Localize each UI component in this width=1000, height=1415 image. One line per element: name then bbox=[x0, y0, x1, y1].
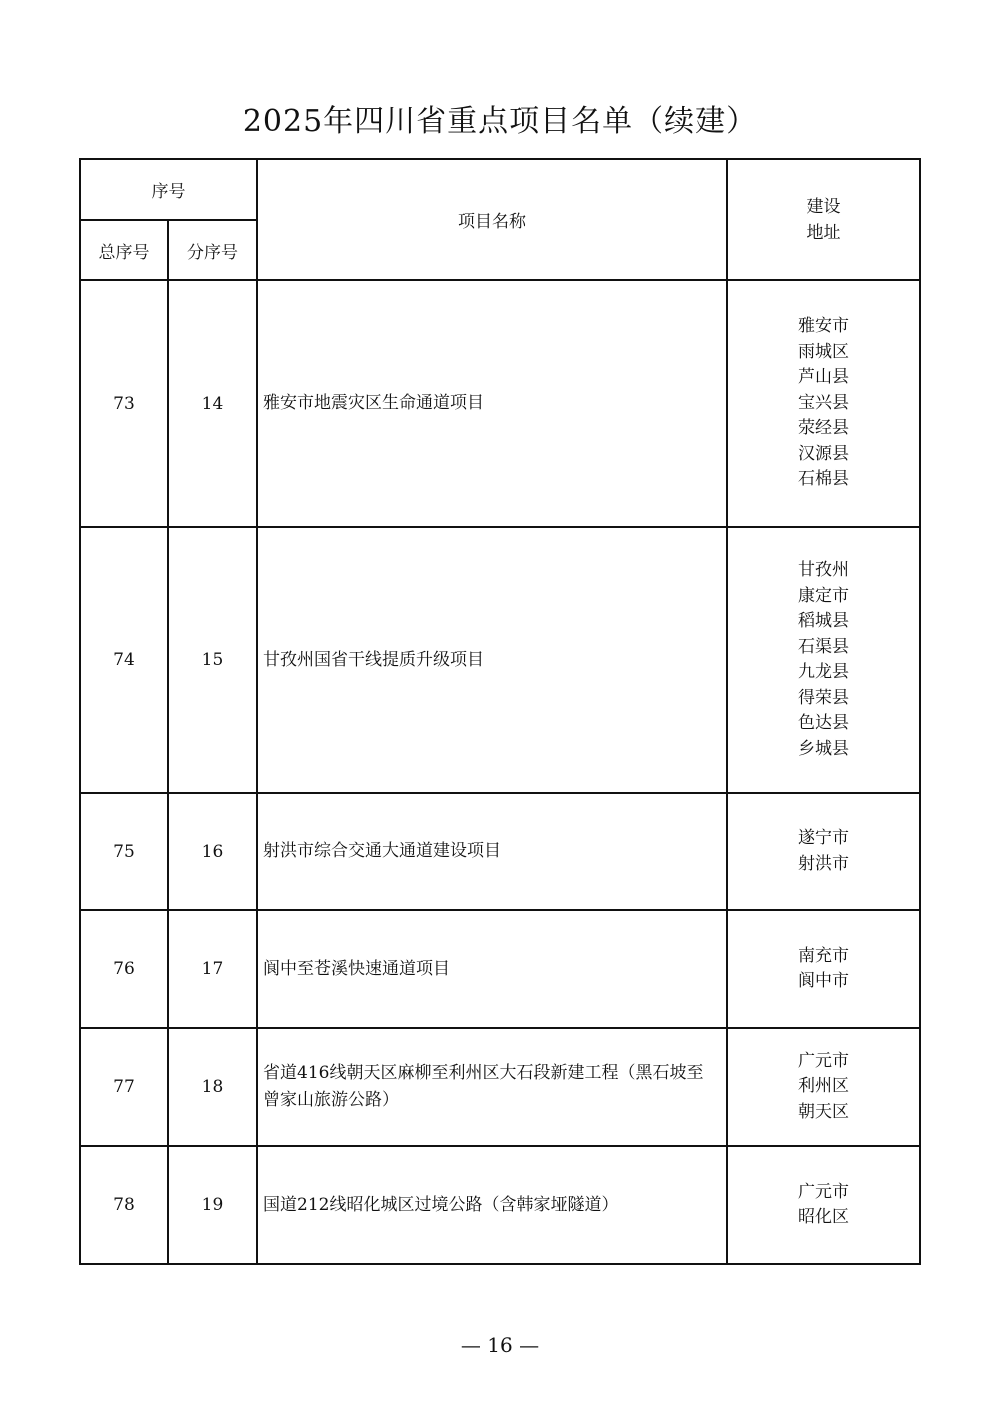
project-name-cell: 国道212线昭化城区过境公路（含韩家垭隧道） bbox=[257, 1146, 727, 1264]
sub-seq-cell: 14 bbox=[168, 280, 257, 527]
total-seq-cell: 77 bbox=[80, 1028, 168, 1146]
address-line: 射洪市 bbox=[798, 853, 849, 874]
address-line: 得荣县 bbox=[798, 687, 849, 708]
table-body bbox=[80, 280, 920, 1264]
sub-seq-cell: 18 bbox=[168, 1028, 257, 1146]
address-line: 雅安市 bbox=[798, 316, 849, 337]
address-line: 宝兴县 bbox=[798, 392, 849, 413]
header-sub-seq: 分序号 bbox=[168, 220, 257, 280]
project-name-cell: 甘孜州国省干线提质升级项目 bbox=[257, 527, 727, 793]
address-line: 乡城县 bbox=[798, 738, 849, 759]
sub-seq-cell: 19 bbox=[168, 1146, 257, 1264]
address-line: 广元市 bbox=[798, 1050, 849, 1071]
address-line: 阆中市 bbox=[798, 971, 849, 991]
total-seq-cell: 78 bbox=[80, 1146, 168, 1264]
address-line: 利州区 bbox=[798, 1076, 849, 1097]
project-name-cell: 省道416线朝天区麻柳至利州区大石段新建工程（黑石坡至曾家山旅游公路） bbox=[257, 1028, 727, 1146]
address-cell bbox=[727, 1146, 920, 1264]
project-name-cell: 阆中至苍溪快速通道项目 bbox=[257, 910, 727, 1028]
address-line: 石渠县 bbox=[798, 636, 849, 657]
table-row bbox=[80, 910, 920, 1028]
address-line: 广元市 bbox=[798, 1181, 849, 1202]
header-address-line2: 地址 bbox=[806, 222, 841, 243]
page-title: 2025年四川省重点项目名单（续建） bbox=[242, 104, 758, 139]
sub-seq-cell: 15 bbox=[168, 527, 257, 793]
address-line: 朝天区 bbox=[798, 1101, 849, 1122]
address-cell bbox=[727, 527, 920, 793]
project-name-cell: 雅安市地震灾区生命通道项目 bbox=[257, 280, 727, 527]
header-address-line1: 建设 bbox=[806, 196, 841, 217]
total-seq-cell: 73 bbox=[80, 280, 168, 527]
table-row bbox=[80, 280, 920, 527]
table-row bbox=[80, 1028, 920, 1146]
project-table bbox=[79, 158, 921, 1265]
address-line: 遂宁市 bbox=[798, 828, 849, 848]
address-line: 稻城县 bbox=[798, 611, 849, 631]
address-line: 汉源县 bbox=[798, 443, 849, 464]
total-seq-cell: 74 bbox=[80, 527, 168, 793]
address-cell bbox=[727, 910, 920, 1028]
header-seq-group: 序号 bbox=[80, 159, 257, 220]
address-line: 雨城区 bbox=[798, 341, 849, 362]
header-address bbox=[727, 159, 920, 280]
project-name-cell: 射洪市综合交通大通道建设项目 bbox=[257, 793, 727, 910]
header-project-name: 项目名称 bbox=[257, 159, 727, 280]
table-row bbox=[80, 1146, 920, 1264]
address-cell bbox=[727, 1028, 920, 1146]
address-line: 康定市 bbox=[798, 585, 849, 606]
address-line: 南充市 bbox=[798, 945, 849, 966]
address-line: 芦山县 bbox=[798, 367, 849, 388]
header-row-1 bbox=[80, 159, 920, 220]
sub-seq-cell: 16 bbox=[168, 793, 257, 910]
address-line: 甘孜州 bbox=[798, 560, 849, 580]
address-cell bbox=[727, 793, 920, 910]
total-seq-cell: 76 bbox=[80, 910, 168, 1028]
page-number: — 16 — bbox=[460, 1333, 540, 1357]
address-line: 石棉县 bbox=[798, 469, 849, 490]
address-line: 荥经县 bbox=[798, 418, 849, 439]
address-cell bbox=[727, 280, 920, 527]
total-seq-cell: 75 bbox=[80, 793, 168, 910]
header-total-seq: 总序号 bbox=[80, 220, 168, 280]
table-row bbox=[80, 793, 920, 910]
table-row bbox=[80, 527, 920, 793]
address-line: 九龙县 bbox=[798, 662, 849, 682]
address-line: 色达县 bbox=[798, 713, 849, 733]
sub-seq-cell: 17 bbox=[168, 910, 257, 1028]
address-line: 昭化区 bbox=[798, 1207, 849, 1227]
